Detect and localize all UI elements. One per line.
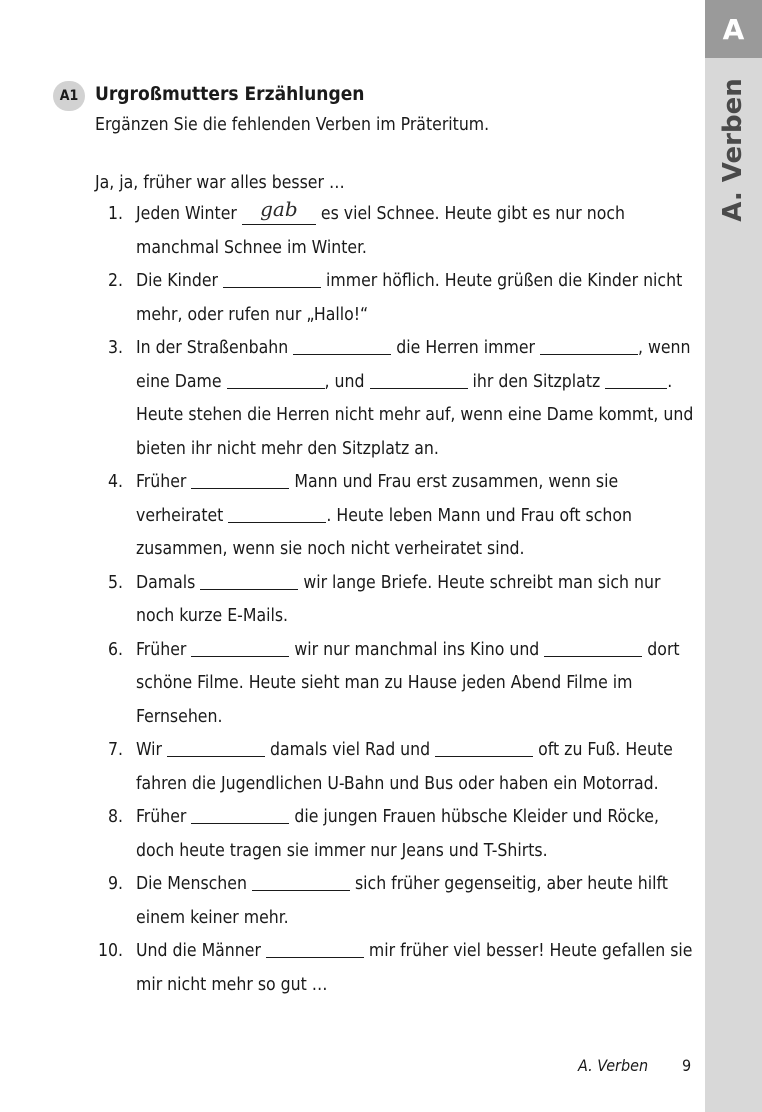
item-number: 10. — [97, 941, 123, 961]
item-number: 6. — [107, 639, 123, 660]
item-number: 8. — [107, 807, 123, 827]
list-item — [92, 332, 697, 466]
item-text: In der Straßenbahn die Herren immer , wenn eine Dame , und ihr den Sitzplatz . Heute stehen die Herren nicht mehr auf, wenn eine Dame kommt, und bieten ihr nicht mehr den Sitzplatz an. — [136, 338, 694, 459]
item-text: Jeden Winter gab es viel Schnee. Heute gibt es nur noch manchmal Schnee im Winter. — [136, 197, 625, 258]
answer-blank[interactable] — [266, 940, 364, 959]
chapter-letter: A — [722, 12, 745, 46]
footer-section-label: A. Verben — [578, 1056, 649, 1075]
item-number: 4. — [107, 472, 123, 492]
answer-blank[interactable] — [227, 370, 325, 389]
list-item — [92, 935, 697, 1002]
list-item — [92, 567, 697, 634]
list-item — [92, 265, 697, 332]
exercise-list — [92, 198, 697, 1002]
chapter-tab — [705, 0, 762, 58]
answer-blank[interactable] — [191, 471, 289, 490]
list-item — [92, 868, 697, 935]
answer-blank[interactable] — [228, 504, 326, 523]
answer-blank[interactable] — [435, 739, 533, 758]
item-number: 7. — [107, 740, 123, 760]
answer-blank[interactable] — [191, 806, 289, 825]
intro-line: Ja, ja, früher war alles besser … — [95, 173, 345, 193]
list-item — [92, 801, 697, 868]
answer-blank[interactable] — [544, 638, 642, 657]
page-number: 9 — [682, 1056, 692, 1075]
item-number: 3. — [107, 338, 123, 358]
item-text: Früher wir nur manchmal ins Kino und dort schöne Filme. Heute sieht man zu Hause jeden Abend Filme im Fernsehen. — [136, 639, 680, 727]
answer-blank[interactable] — [242, 197, 316, 225]
answer-blank[interactable] — [167, 739, 265, 758]
chapter-label: A. Verben — [718, 78, 748, 222]
item-number: 9. — [107, 874, 123, 894]
list-item — [92, 466, 697, 567]
item-text: Früher Mann und Frau erst zusammen, wenn sie verheiratet . Heute leben Mann und Frau oft schon zusammen, wenn sie noch nicht verheiratet sind. — [136, 472, 632, 559]
handwritten-answer: gab — [260, 197, 298, 221]
list-item — [92, 634, 697, 735]
item-number: 1. — [107, 204, 123, 224]
answer-blank[interactable] — [223, 270, 321, 289]
answer-blank[interactable] — [370, 370, 468, 389]
answer-blank[interactable] — [200, 571, 298, 590]
item-text: Damals wir lange Briefe. Heute schreibt man sich nur noch kurze E-Mails. — [136, 572, 661, 626]
exercise-badge: A1 — [53, 81, 85, 111]
item-number: 2. — [107, 271, 123, 291]
answer-blank[interactable] — [293, 337, 391, 356]
item-text: Wir damals viel Rad und oft zu Fuß. Heute fahren die Jugendlichen U-Bahn und Bus oder haben ein Motorrad. — [136, 740, 673, 794]
item-number: 5. — [107, 572, 123, 593]
list-item — [92, 198, 697, 265]
answer-blank[interactable] — [540, 337, 638, 356]
exercise-instruction: Ergänzen Sie die fehlenden Verben im Präteritum. — [95, 115, 490, 135]
item-text: Früher die jungen Frauen hübsche Kleider und Röcke, doch heute tragen sie immer nur Jeans und T-Shirts. — [136, 807, 659, 861]
exercise-title: Urgroßmutters Erzählungen — [95, 83, 365, 105]
item-text: Die Menschen sich früher gegenseitig, aber heute hilft einem keiner mehr. — [136, 874, 668, 928]
answer-blank[interactable] — [605, 370, 667, 389]
answer-blank[interactable] — [191, 638, 289, 657]
item-text: Und die Männer mir früher viel besser! Heute gefallen sie mir nicht mehr so gut … — [136, 941, 693, 995]
list-item — [92, 734, 697, 801]
item-text: Die Kinder immer höflich. Heute grüßen die Kinder nicht mehr, oder rufen nur „Hallo!“ — [136, 271, 683, 325]
answer-blank[interactable] — [252, 873, 350, 892]
